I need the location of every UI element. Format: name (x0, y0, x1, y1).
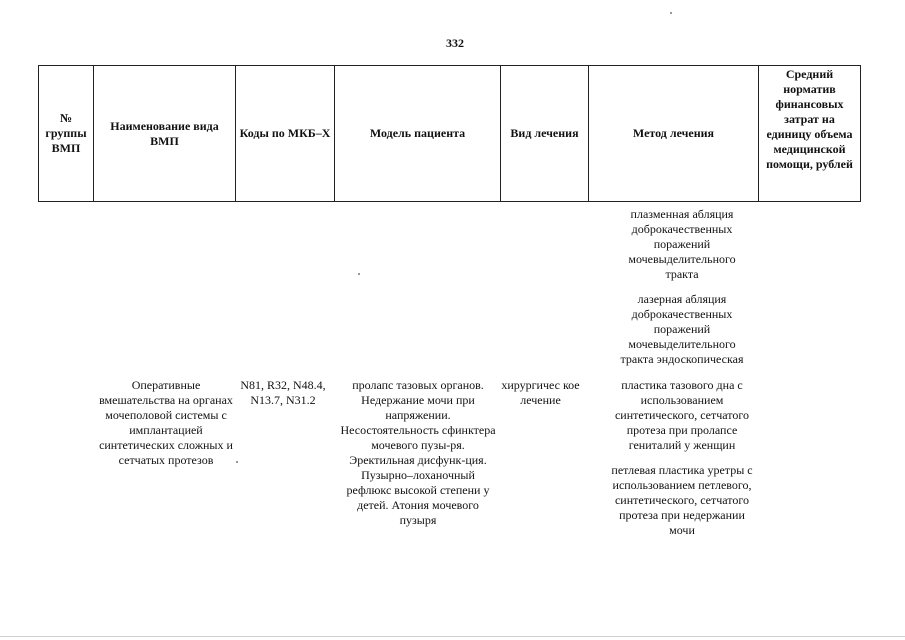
header-icd-codes: Коды по МКБ–Х (236, 66, 335, 202)
header-row (39, 66, 861, 202)
scan-speck (670, 12, 672, 14)
header-patient-model: Модель пациента (335, 66, 501, 202)
header-cost-norm: Средний норматив финансовых затрат на единицу объема медицинской помощи, рублей (759, 66, 861, 202)
scan-speck (236, 461, 238, 463)
header-treatment-method: Метод лечения (589, 66, 759, 202)
page-number: 332 (446, 36, 464, 50)
table-header (38, 65, 861, 202)
method-pelvic-floor-plastic: пластика тазового дна с использованием синтетического, сетчатого протеза при пролапсе гениталий у женщин (614, 378, 750, 452)
icd-codes-cell: N81, R32, N48.4, N13.7, N31.2 (240, 378, 326, 407)
method-plasma-ablation: плазменная абляция доброкачественных поражений мочевыделительного тракта (628, 207, 736, 281)
header-vmp-name: Наименование вида ВМП (94, 66, 236, 202)
method-urethra-loop-plastic: петлевая пластика уретры с использованием петлевого, синтетического, сетчатого протеза при недержании мочи (611, 463, 753, 537)
scan-edge (0, 636, 905, 637)
header-treatment-type: Вид лечения (501, 66, 589, 202)
vmp-name-cell: Оперативные вмешательства на органах мочеполовой системы с имплантацией синтетических сложных и сетчатых протезов (99, 378, 233, 467)
header-group-number: № группы ВМП (39, 66, 94, 202)
continuation-methods (614, 207, 750, 377)
treatment-type-cell: хирургичес кое лечение (501, 378, 580, 407)
methods-cell (608, 378, 756, 548)
method-laser-ablation: лазерная абляция доброкачественных поражений мочевыделительного тракта эндоскопическая (620, 292, 744, 366)
scan-speck (358, 273, 360, 275)
patient-model-cell: пролапс тазовых органов. Недержание мочи при напряжении. Несостоятельность сфинктера мочевого пузы-ря. Эректильная дисфунк-ция. Пузырно–лоханочный рефлюкс высокой степени у детей. Атония мочевого пузыря (340, 378, 496, 527)
